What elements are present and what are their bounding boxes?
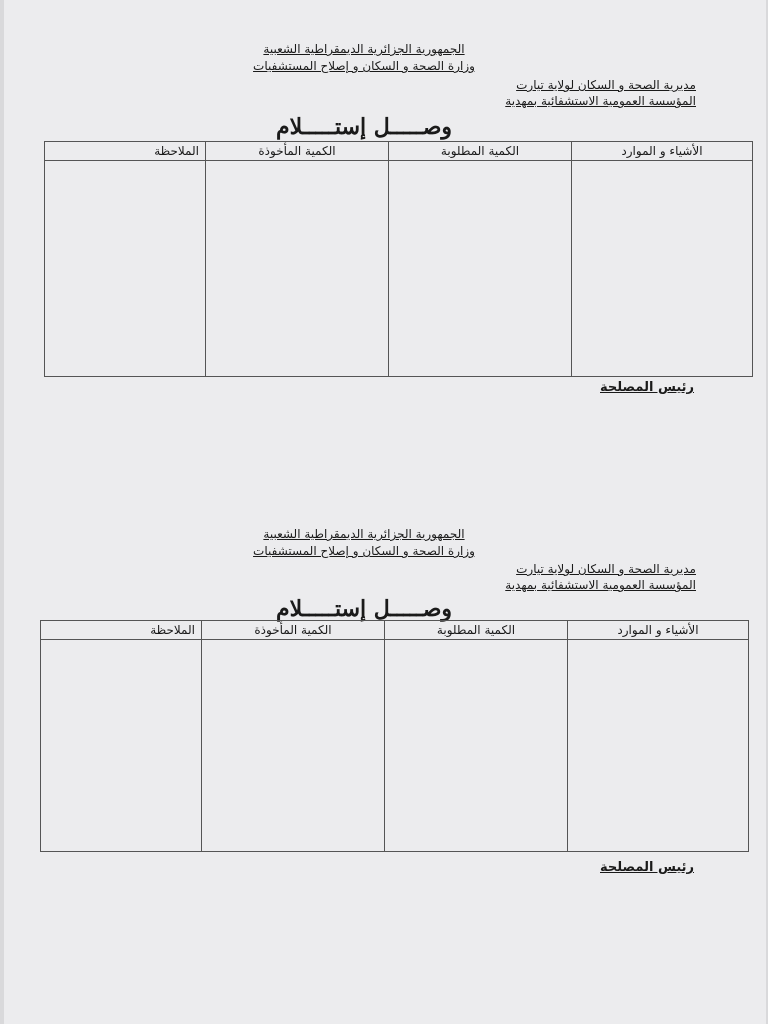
- column-header-notes: الملاحظة: [41, 621, 202, 640]
- document-page: [4, 0, 766, 1024]
- table-cell: [202, 640, 385, 852]
- column-header-notes: الملاحظة: [45, 142, 206, 161]
- column-header-items: الأشياء و الموارد: [568, 621, 749, 640]
- table-cell: [206, 161, 389, 377]
- institution-line: المؤسسة العمومية الاستشفائية بمهدية: [505, 578, 696, 592]
- ministry-header: وزارة الصحة و السكان و إصلاح المستشفيات: [253, 544, 475, 558]
- signature-label: رئيس المصلحة: [600, 860, 694, 875]
- table-cell: [568, 640, 749, 852]
- directorate-line: مديرية الصحة و السكان لولاية تيارت: [516, 78, 696, 92]
- table-row: [45, 161, 753, 377]
- table-row: [41, 640, 749, 852]
- institution-line: المؤسسة العمومية الاستشفائية بمهدية: [505, 94, 696, 108]
- receipt-table: [44, 141, 753, 377]
- column-header-items: الأشياء و الموارد: [572, 142, 753, 161]
- receipt-title: وصـــــل إستـــــلام: [275, 596, 452, 622]
- table-cell: [41, 640, 202, 852]
- column-header-requested-qty: الكمية المطلوبة: [385, 621, 568, 640]
- receipt-table: [40, 620, 749, 852]
- table-cell: [389, 161, 572, 377]
- column-header-taken-qty: الكمية المأخوذة: [202, 621, 385, 640]
- receipt-title: وصـــــل إستـــــلام: [275, 114, 452, 140]
- directorate-line: مديرية الصحة و السكان لولاية تيارت: [516, 562, 696, 576]
- column-header-requested-qty: الكمية المطلوبة: [389, 142, 572, 161]
- column-header-taken-qty: الكمية المأخوذة: [206, 142, 389, 161]
- republic-header: الجمهورية الجزائرية الديمقراطية الشعبية: [263, 42, 465, 56]
- table-cell: [45, 161, 206, 377]
- republic-header: الجمهورية الجزائرية الديمقراطية الشعبية: [263, 527, 465, 541]
- signature-label: رئيس المصلحة: [600, 380, 694, 395]
- table-cell: [572, 161, 753, 377]
- table-cell: [385, 640, 568, 852]
- ministry-header: وزارة الصحة و السكان و إصلاح المستشفيات: [253, 59, 475, 73]
